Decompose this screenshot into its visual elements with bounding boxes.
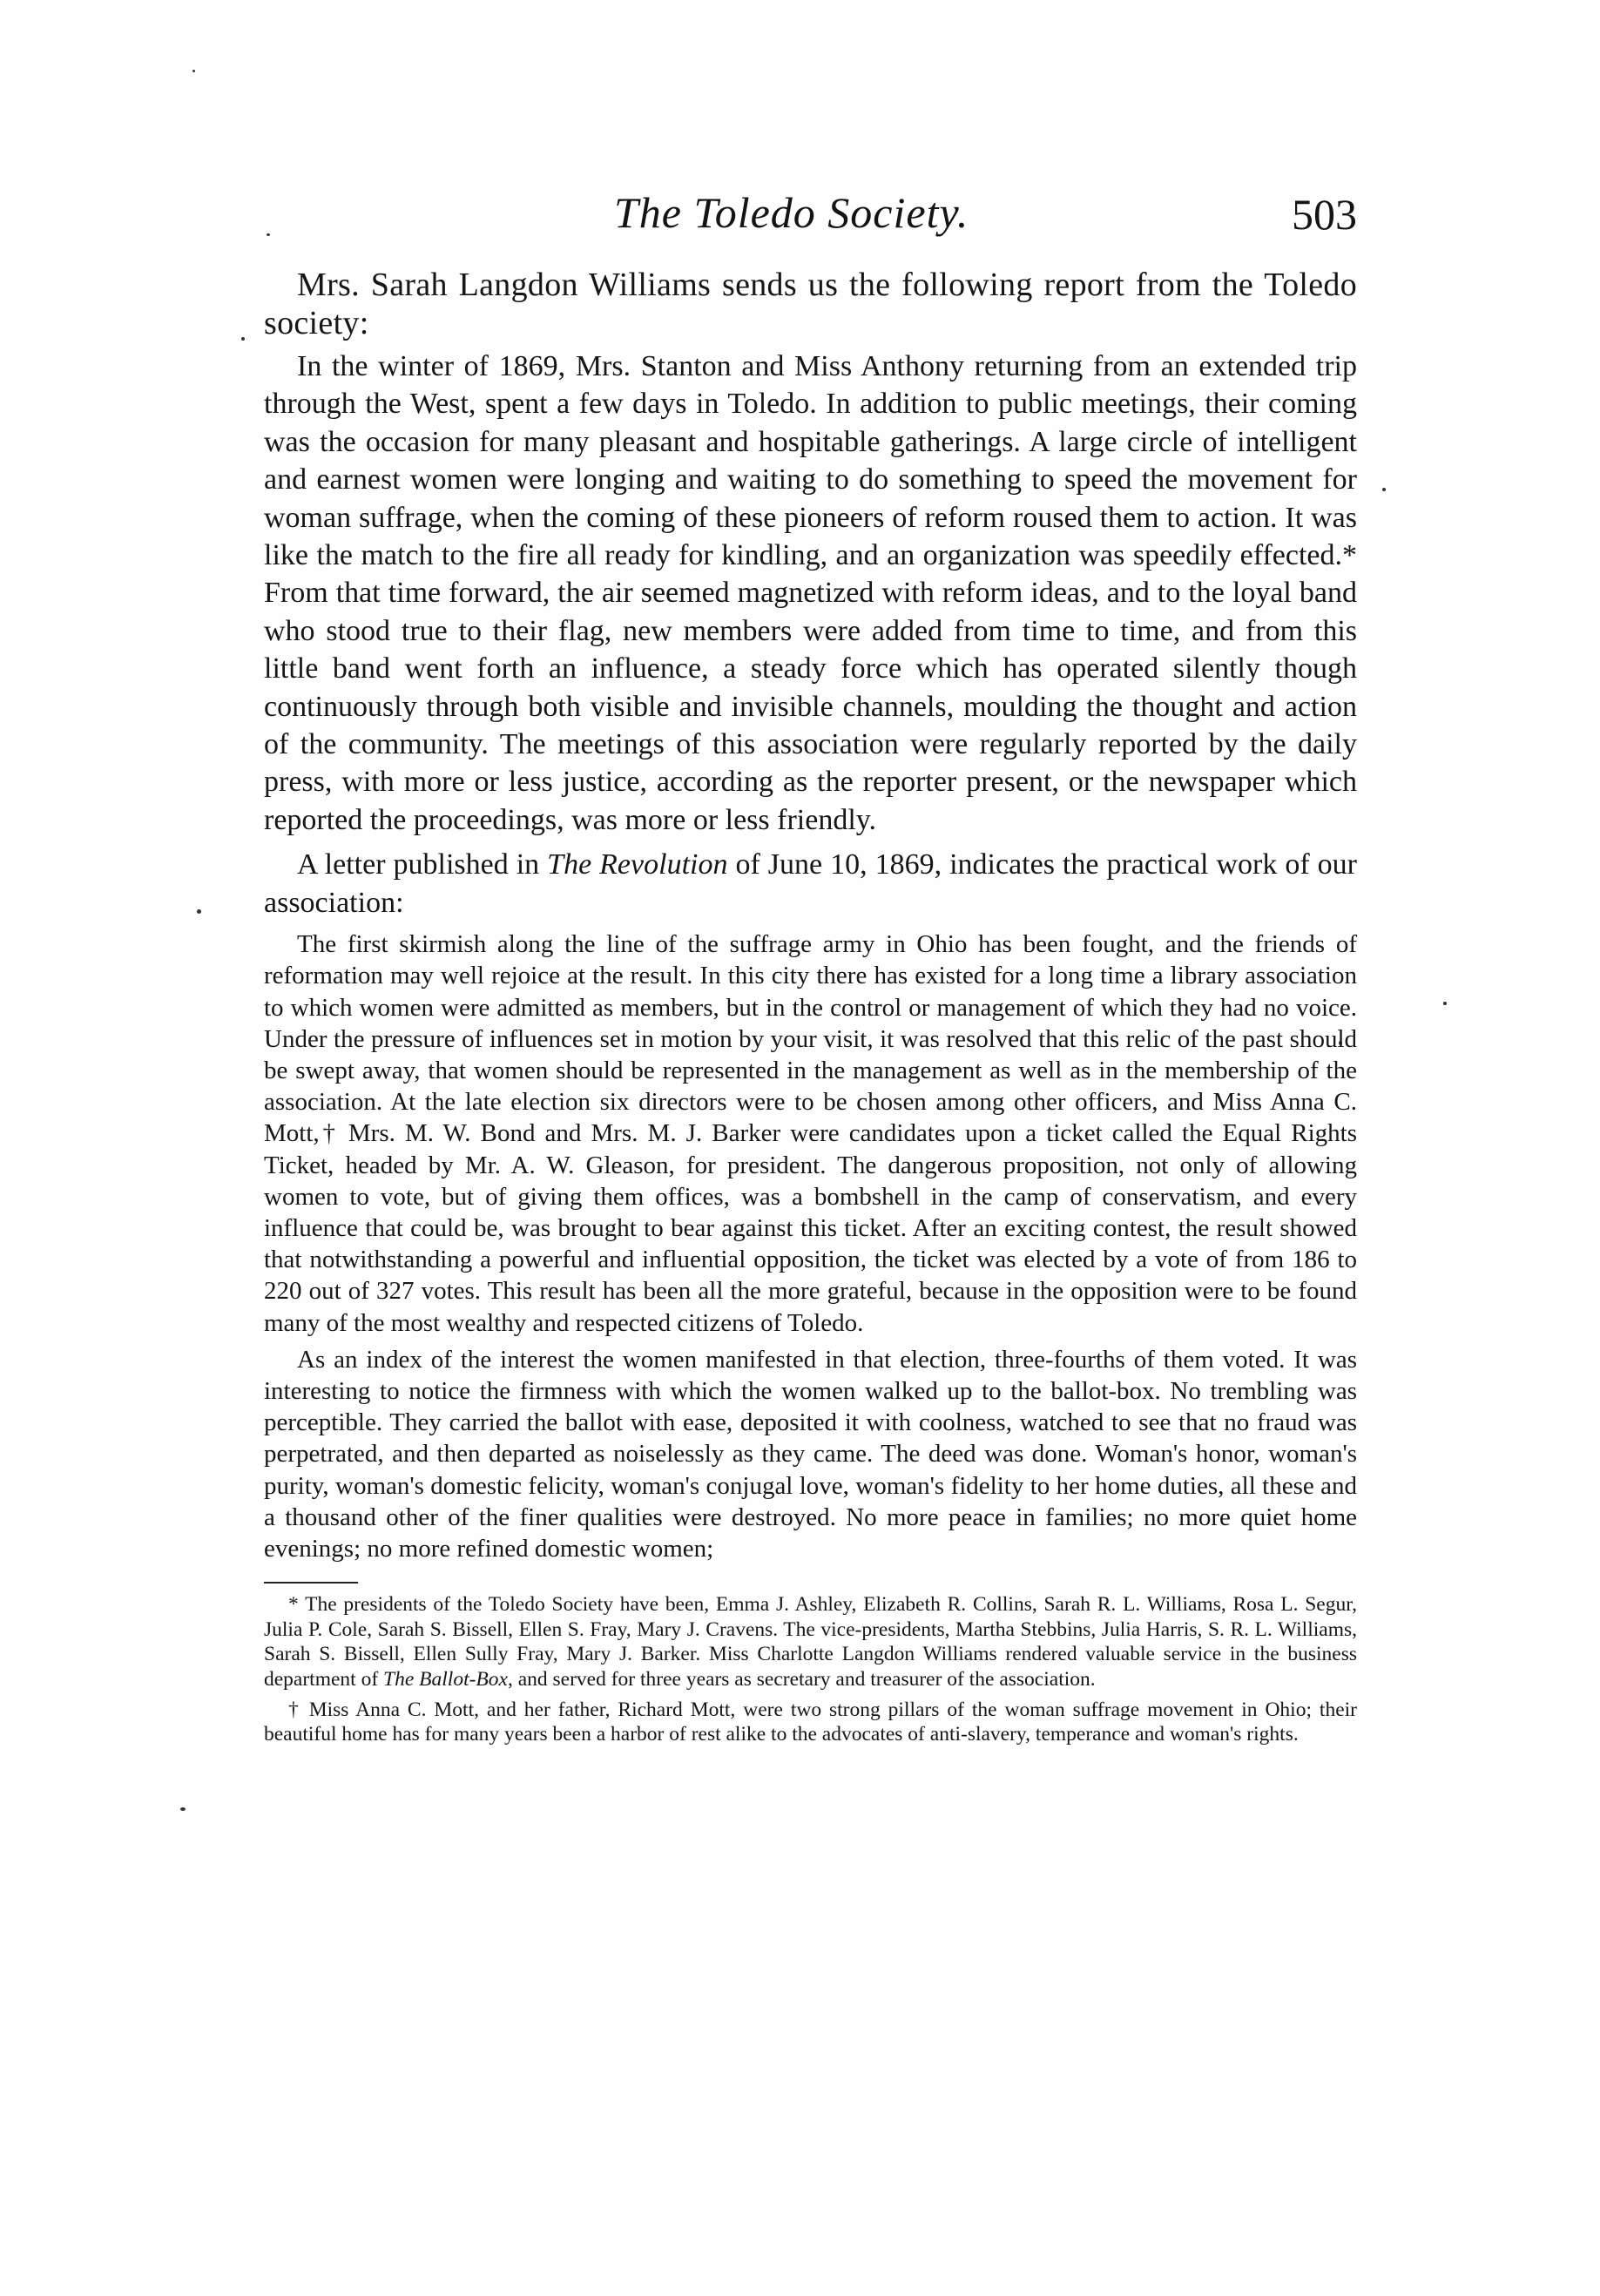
page-number: 503 xyxy=(1292,190,1357,239)
quote-paragraph-2: As an index of the interest the women manifested in that election, three-fourths of them voted. It was interesting to notice the firmness with which the women walked up to the ballot-box. No trembling was perceptible. They carried the ballot with ease, deposited it with coolness, watched to see that no fraud was perpetrated, and then departed as noiselessly as they came. The deed was done. Woman's honor, woman's purity, woman's domestic felicity, woman's conjugal love, woman's fidelity to her home duties, all these and a thousand other of the finer qualities were destroyed. No more peace in families; no more quiet home evenings; no more refined domestic women; xyxy=(264,1345,1357,1563)
print-speck xyxy=(180,1807,186,1811)
print-speck xyxy=(197,909,201,914)
body-paragraph-2-rest: of June 10, 1869, indicates the practical work of our association: xyxy=(264,848,1357,919)
main-text xyxy=(264,266,1357,1752)
footnote-1 xyxy=(264,1592,1357,1692)
print-speck xyxy=(192,70,195,72)
print-speck xyxy=(1382,488,1386,491)
footnote-1-lead: * The presidents of the Toledo Society have been, Emma J. Ashley, Elizabeth R. Collins, Sarah R. L. Williams, Rosa L. Segur, Julia P. Cole, Sarah S. Bissell, Ellen S. Fray, Mary J. Cravens. The vice-presidents, Martha Stebbins, Julia Harris, S. R. L. Williams, Sarah S. Bissell, Ellen Sully Fray, Mary J. Barker. Miss Charlotte Langdon Williams rendered valuable service in the business department of xyxy=(264,1593,1357,1691)
quoted-letter xyxy=(264,929,1357,1564)
body-paragraph-2-lead: A letter published in xyxy=(297,848,548,881)
print-speck xyxy=(241,337,245,341)
periodical-title: The Revolution xyxy=(547,848,728,881)
footnote-2: † Miss Anna C. Mott, and her father, Richard Mott, were two strong pillars of the woman suffrage movement in Ohio; their beautiful home has for many years been a harbor of rest alike to the advocates of anti-slavery, temperance and woman's rights. xyxy=(264,1698,1357,1746)
footnote-1-rest: , and served for three years as secretary and treasurer of the association. xyxy=(507,1667,1096,1691)
print-speck xyxy=(1443,1002,1447,1005)
running-head xyxy=(264,186,1357,239)
body-paragraph-1: In the winter of 1869, Mrs. Stanton and Miss Anthony returning from an extended trip through the West, spent a few days in Toledo. In addition to public meetings, their coming was the occasion for many pleasant and hospitable gatherings. A large circle of intelligent and earnest women were longing and waiting to do something to speed the movement for woman suffrage, when the coming of these pioneers of reform roused them to action. It was like the match to the fire all ready for kindling, and an organization was speedily effected.* From that time forward, the air seemed magnetized with reform ideas, and to the loyal band who stood true to their flag, new members were added from time to time, and from this little band went forth an influence, a steady force which has operated silently though continuously through both visible and invisible channels, moulding the thought and action of the community. The meetings of this association were regularly reported by the daily press, with more or less justice, according as the reporter present, or the newspaper which reported the proceedings, was more or less friendly. xyxy=(264,350,1357,836)
footnotes xyxy=(264,1592,1357,1747)
intro-paragraph: Mrs. Sarah Langdon Williams sends us the following report from the Toledo society: xyxy=(264,267,1357,341)
footnote-1-periodical-title: The Ballot-Box xyxy=(383,1667,508,1691)
quote-paragraph-1: The first skirmish along the line of the suffrage army in Ohio has been fought, and the friends of reformation may well rejoice at the result. In this city there has existed for a long time a library association to which women were admitted as members, but in the control or management of which they had no voice. Under the pressure of influences set in motion by your visit, it was resolved that this relic of the past should be swept away, that women should be represented in the management as well as in the membership of the association. At the late election six directors were to be chosen among other officers, and Miss Anna C. Mott,† Mrs. M. W. Bond and Mrs. M. J. Barker were candidates upon a ticket called the Equal Rights Ticket, headed by Mr. A. W. Gleason, for president. The dangerous proposition, not only of allowing women to vote, but of giving them offices, was a bombshell in the camp of conservatism, and every influence that could be, was brought to bear against this ticket. After an exciting contest, the result showed that notwithstanding a powerful and influential opposition, the ticket was elected by a vote of from 186 to 220 out of 327 votes. This result has been all the more grateful, because in the opposition were to be found many of the most wealthy and respected citizens of Toledo. xyxy=(264,930,1357,1337)
footnote-divider xyxy=(264,1582,358,1584)
running-title: The Toledo Society. xyxy=(614,188,969,237)
body-paragraph-2 xyxy=(264,846,1357,922)
